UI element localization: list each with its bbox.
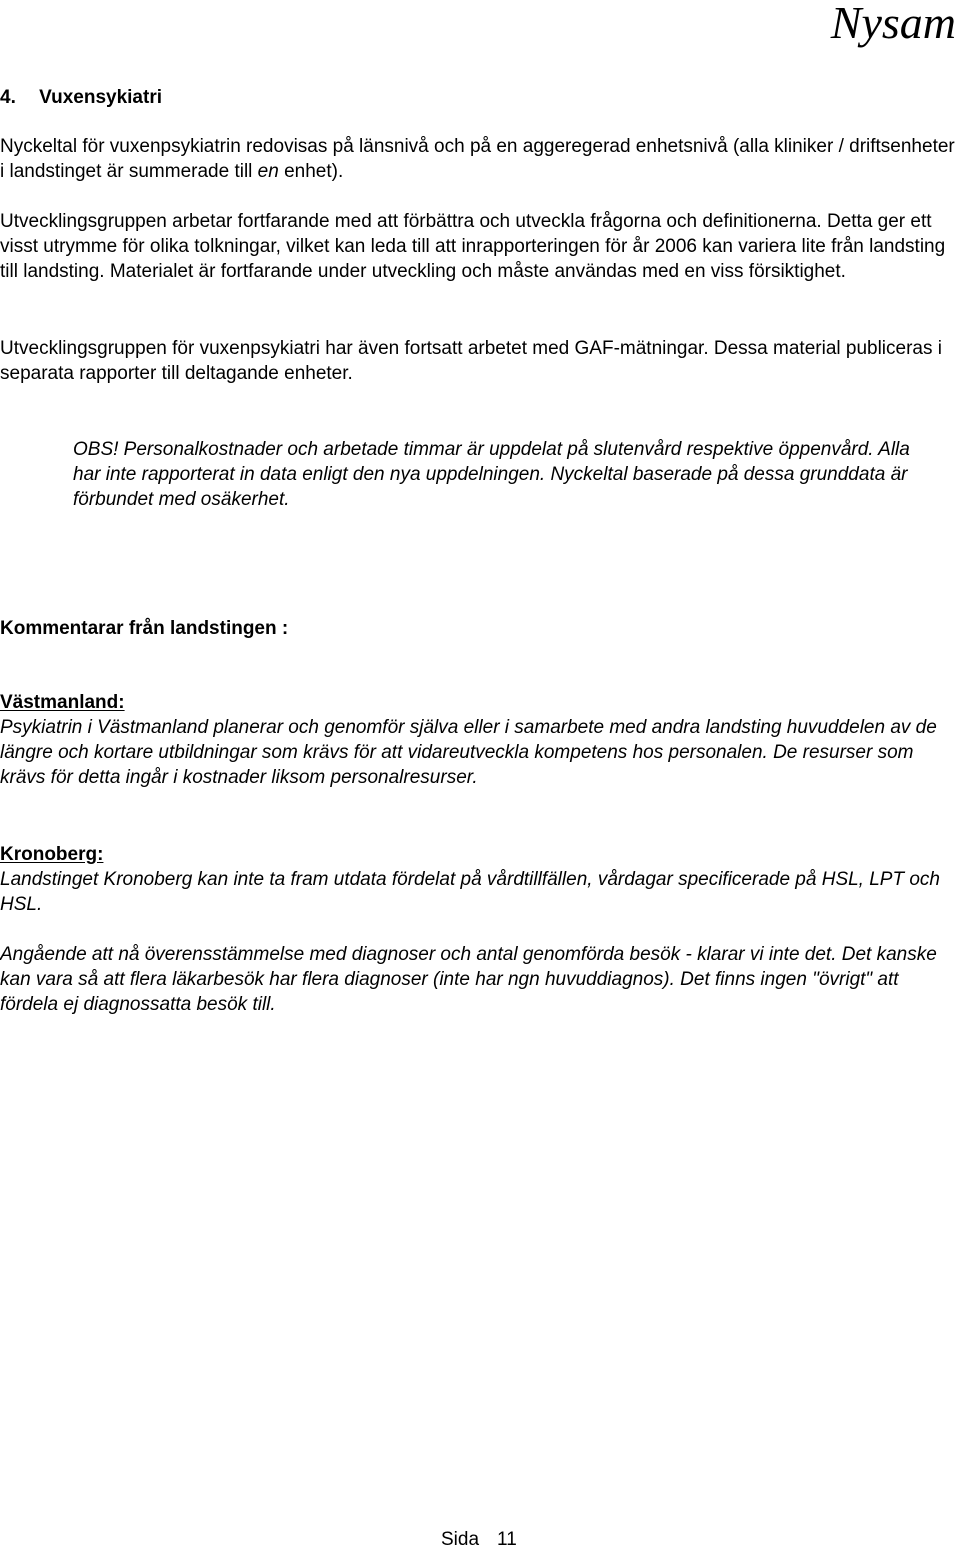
- comments-title: Kommentarar från landstingen :: [0, 618, 289, 639]
- gaf-paragraph: Utvecklingsgruppen för vuxenpsykiatri har även fortsatt arbetet med GAF-mätningar. Dessa material publiceras i separata rapporter till deltagande enheter.: [0, 338, 942, 384]
- page-number: 11: [497, 1529, 517, 1550]
- section-number: 4.: [0, 87, 16, 108]
- vastmanland-title: Västmanland:: [0, 692, 125, 713]
- section-heading: [0, 86, 162, 110]
- intro-paragraph: [0, 134, 958, 184]
- kronoberg-comment-1: Landstinget Kronoberg kan inte ta fram utdata fördelat på vårdtillfällen, vårdagar specificerade på HSL, LPT och HSL.: [0, 869, 940, 915]
- vastmanland-comment: Psykiatrin i Västmanland planerar och genomför själva eller i samarbete med andra landsting huvuddelen av de längre och kortare utbildningar som krävs för att vidareutveckla kompetens hos personalen. De resurser som krävs för detta ingår i kostnader liksom personalresurser.: [0, 717, 937, 788]
- kronoberg-title: Kronoberg:: [0, 844, 104, 865]
- page-footer: [441, 1528, 517, 1552]
- section-title: Vuxensykiatri: [39, 87, 163, 108]
- obs-note: OBS! Personalkostnader och arbetade timmar är uppdelat på slutenvård respektive öppenvård. Alla har inte rapporterat in data enligt den nya uppdelningen. Nyckeltal baserade på dessa grunddata är förbundet med osäkerhet.: [73, 439, 910, 510]
- intro-text-emphasis: en: [257, 161, 279, 182]
- intro-text-b: enhet).: [278, 161, 344, 182]
- nysam-logo: Nysam: [830, 0, 956, 48]
- page-label: Sida: [441, 1529, 480, 1550]
- development-paragraph: Utvecklingsgruppen arbetar fortfarande med att förbättra och utveckla frågorna och definitionerna. Detta ger ett visst utrymme för olika tolkningar, vilket kan leda till att inrapporteringen för år 2006 kan variera lite från landsting till landsting. Materialet är fortfarande under utveckling och måste användas med en viss försiktighet.: [0, 211, 946, 282]
- intro-text-a: Nyckeltal för vuxenpsykiatrin redovisas på länsnivå och på en aggeregerad enhetsnivå (alla kliniker / driftsenheter i landstinget är summerade till: [0, 136, 955, 182]
- kronoberg-comment-2: Angående att nå överensstämmelse med diagnoser och antal genomförda besök - klarar vi inte det. Det kanske kan vara så att flera läkarbesök har flera diagnoser (inte har ngn huvuddiagnos). Det finns ingen "övrigt" att fördela ej diagnossatta besök till.: [0, 944, 937, 1015]
